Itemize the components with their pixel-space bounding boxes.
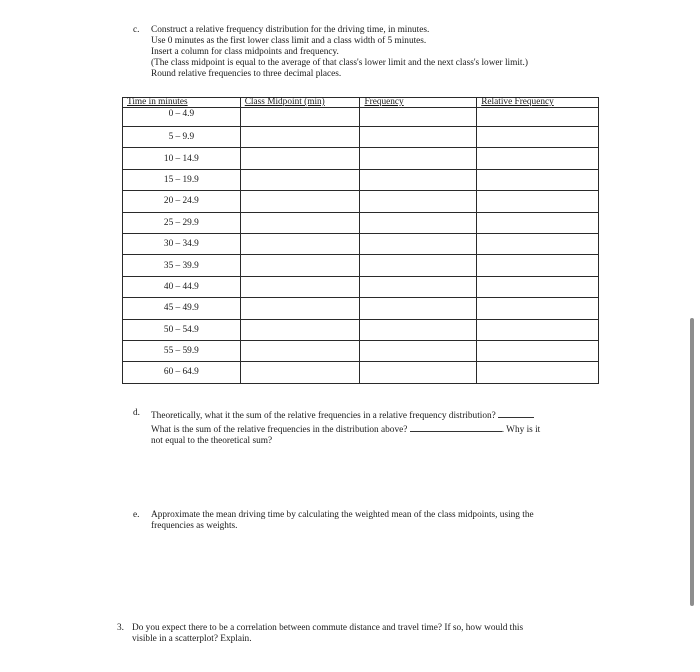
cell-midpoint[interactable] — [240, 255, 360, 276]
cell-relative-frequency[interactable] — [477, 108, 599, 127]
cell-midpoint[interactable] — [240, 233, 360, 254]
cell-midpoint[interactable] — [240, 169, 360, 190]
part-e-letter: e. — [133, 510, 140, 520]
table-row — [123, 233, 599, 254]
cell-frequency[interactable] — [360, 191, 477, 212]
cell-frequency[interactable] — [360, 127, 477, 148]
table-row — [123, 298, 599, 319]
part-e-line1: Approximate the mean driving time by calculating the weighted mean of the class midpoints, using the — [151, 510, 534, 520]
part-e-line2: frequencies as weights. — [151, 521, 238, 531]
cell-relative-frequency[interactable] — [477, 276, 599, 297]
cell-time: 60 – 64.9 — [123, 362, 241, 383]
cell-midpoint[interactable] — [240, 276, 360, 297]
cell-relative-frequency[interactable] — [477, 148, 599, 169]
cell-time: 15 – 19.9 — [123, 169, 241, 190]
cell-midpoint[interactable] — [240, 127, 360, 148]
question-3-line2: visible in a scatterplot? Explain. — [132, 634, 252, 644]
cell-relative-frequency[interactable] — [477, 127, 599, 148]
table-row — [123, 148, 599, 169]
vertical-scrollbar[interactable] — [690, 318, 694, 606]
cell-relative-frequency[interactable] — [477, 319, 599, 340]
cell-time: 40 – 44.9 — [123, 276, 241, 297]
part-c-line: Construct a relative frequency distribution for the driving time, in minutes. — [151, 25, 430, 35]
part-d-line1: Theoretically, what it the sum of the relative frequencies in a relative frequency distribution? — [151, 411, 496, 421]
part-d-answer-blank-1[interactable] — [498, 408, 534, 418]
table-row — [123, 362, 599, 383]
cell-midpoint[interactable] — [240, 191, 360, 212]
table-row — [123, 340, 599, 361]
header-frequency: Frequency — [360, 98, 477, 108]
cell-midpoint[interactable] — [240, 148, 360, 169]
cell-relative-frequency[interactable] — [477, 255, 599, 276]
cell-relative-frequency[interactable] — [477, 169, 599, 190]
table-row — [123, 169, 599, 190]
table-row — [123, 108, 599, 127]
question-3-number: 3. — [117, 623, 124, 633]
cell-frequency[interactable] — [360, 298, 477, 319]
question-3-line1: Do you expect there to be a correlation between commute distance and travel time? If so, how would this — [132, 623, 524, 633]
part-d-letter: d. — [133, 408, 140, 418]
cell-time: 30 – 34.9 — [123, 233, 241, 254]
header-relative-frequency: Relative Frequency — [477, 98, 599, 108]
cell-time: 50 – 54.9 — [123, 319, 241, 340]
cell-frequency[interactable] — [360, 169, 477, 190]
header-time: Time in minutes — [123, 98, 241, 108]
cell-midpoint[interactable] — [240, 212, 360, 233]
cell-relative-frequency[interactable] — [477, 362, 599, 383]
cell-midpoint[interactable] — [240, 298, 360, 319]
cell-frequency[interactable] — [360, 319, 477, 340]
cell-relative-frequency[interactable] — [477, 191, 599, 212]
cell-frequency[interactable] — [360, 108, 477, 127]
cell-time: 45 – 49.9 — [123, 298, 241, 319]
cell-time: 35 – 39.9 — [123, 255, 241, 276]
table-header-row — [123, 98, 599, 108]
cell-frequency[interactable] — [360, 212, 477, 233]
question-3-text — [132, 623, 523, 645]
table-row — [123, 276, 599, 297]
cell-frequency[interactable] — [360, 340, 477, 361]
part-c-line: (The class midpoint is equal to the average of that class's lower limit and the next class's lower limit.) — [151, 58, 528, 68]
part-d-line2-start: What is the sum of the relative frequencies in the distribution above? — [151, 425, 408, 435]
cell-frequency[interactable] — [360, 255, 477, 276]
cell-frequency[interactable] — [360, 148, 477, 169]
cell-relative-frequency[interactable] — [477, 212, 599, 233]
cell-midpoint[interactable] — [240, 340, 360, 361]
cell-midpoint[interactable] — [240, 362, 360, 383]
relative-frequency-table — [122, 97, 599, 384]
cell-relative-frequency[interactable] — [477, 298, 599, 319]
part-c-letter: c. — [133, 25, 140, 35]
cell-time: 10 – 14.9 — [123, 148, 241, 169]
part-c-line: Round relative frequencies to three decimal places. — [151, 69, 342, 79]
cell-frequency[interactable] — [360, 362, 477, 383]
cell-time: 0 – 4.9 — [123, 108, 241, 127]
cell-frequency[interactable] — [360, 276, 477, 297]
cell-time: 5 – 9.9 — [123, 127, 241, 148]
table-row — [123, 212, 599, 233]
part-d-line3: not equal to the theoretical sum? — [151, 436, 273, 446]
table-row — [123, 191, 599, 212]
header-midpoint: Class Midpoint (min) — [240, 98, 360, 108]
part-e-question — [151, 510, 534, 532]
part-d-answer-blank-2[interactable] — [410, 422, 502, 432]
cell-midpoint[interactable] — [240, 108, 360, 127]
cell-frequency[interactable] — [360, 233, 477, 254]
cell-time: 25 – 29.9 — [123, 212, 241, 233]
cell-time: 20 – 24.9 — [123, 191, 241, 212]
cell-midpoint[interactable] — [240, 319, 360, 340]
cell-relative-frequency[interactable] — [477, 233, 599, 254]
part-c-line: Use 0 minutes as the first lower class limit and a class width of 5 minutes. — [151, 36, 427, 46]
part-d-question — [151, 408, 540, 447]
part-d-line2-end: . Why is it — [501, 425, 541, 435]
table-row — [123, 255, 599, 276]
cell-relative-frequency[interactable] — [477, 340, 599, 361]
part-c-instructions — [151, 25, 528, 80]
table-row — [123, 127, 599, 148]
part-c-line: Insert a column for class midpoints and frequency. — [151, 47, 339, 57]
cell-time: 55 – 59.9 — [123, 340, 241, 361]
table-row — [123, 319, 599, 340]
